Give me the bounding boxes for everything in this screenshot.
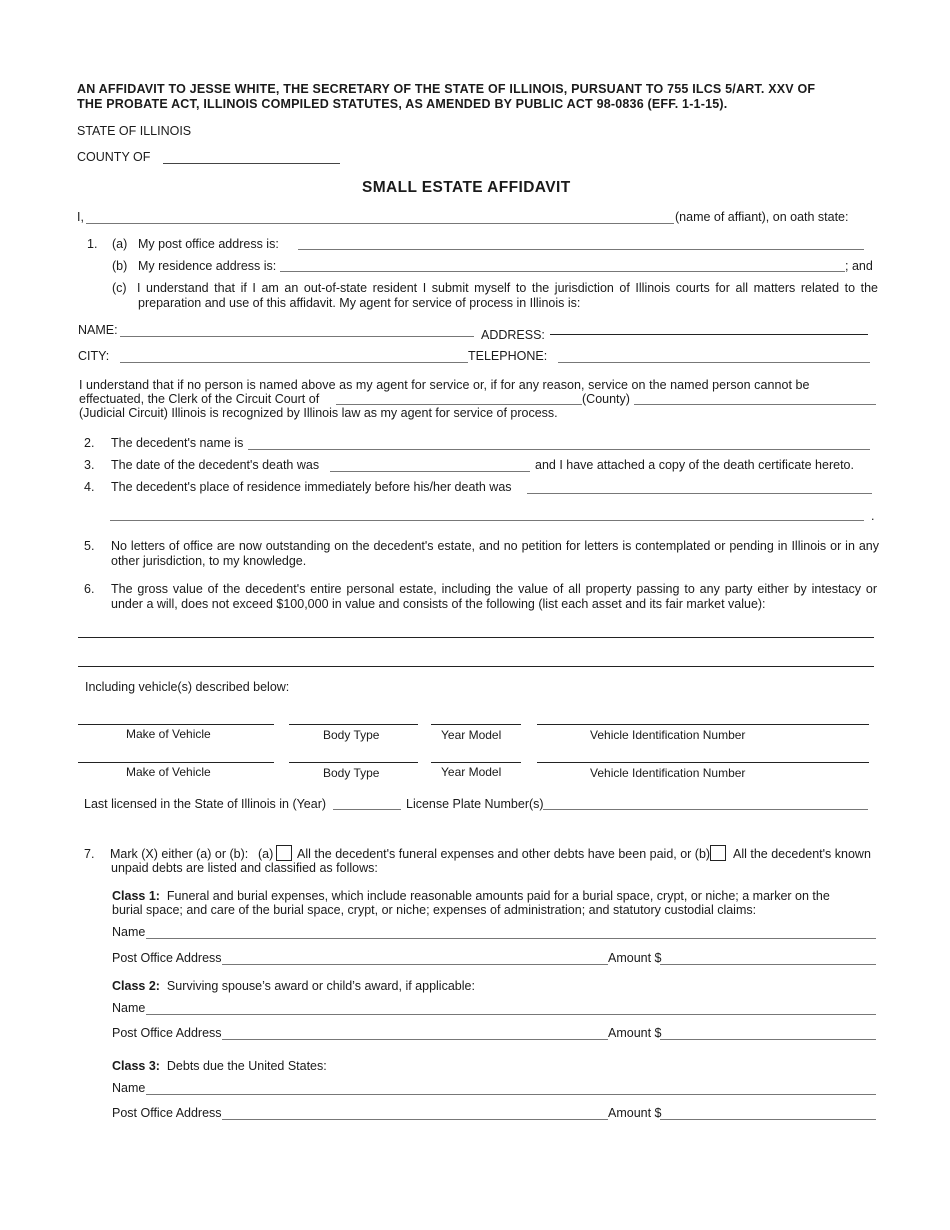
vehicle1-vin-caption: Vehicle Identification Number [590,728,746,742]
class2-name-label: Name [112,1001,146,1015]
residence-address-field[interactable] [280,271,845,272]
item2-number: 2. [84,436,95,450]
class1-text2: burial space; and care of the burial space, crypt, or niche; expenses of administration; and statutory custodial claims: [112,903,757,917]
vehicle1-make-field[interactable] [78,724,274,725]
class2-po-field[interactable] [222,1039,608,1040]
vehicle2-make-caption: Make of Vehicle [126,765,211,779]
vehicle1-body-field[interactable] [289,724,418,725]
vehicle1-vin-field[interactable] [537,724,869,725]
item7-a-text: All the decedent's funeral expenses and other debts have been paid, or (b) [297,847,711,861]
vehicle2-year-caption: Year Model [441,765,502,779]
item5-number: 5. [84,539,95,553]
vehicle2-vin-caption: Vehicle Identification Number [590,766,746,780]
vehicle2-body-field[interactable] [289,762,418,763]
post-office-address-field[interactable] [298,249,864,250]
item4-number: 4. [84,480,95,494]
vehicle2-body-caption: Body Type [323,766,380,780]
item1-number: 1. [87,237,98,251]
plate-label: License Plate Number(s) [406,797,544,811]
class2-label: Class 2: [112,979,160,993]
item1c-marker: (c) [112,281,127,295]
affiant-suffix: (name of affiant), on oath state: [675,210,849,224]
affiant-prefix: I, [77,210,84,224]
class1-po-field[interactable] [222,964,608,965]
agent-address-field[interactable] [550,334,868,335]
class2-line [112,979,475,994]
class1-line1 [112,889,830,904]
clerk-court-field[interactable] [336,404,582,405]
class1-label: Class 1: [112,889,160,903]
class1-name-field[interactable] [146,938,876,939]
vehicles-intro: Including vehicle(s) described below: [85,680,290,694]
residence-before-death-field-2[interactable] [110,520,864,521]
agent-name-field[interactable] [120,336,474,337]
agent-telephone-label: TELEPHONE: [468,349,548,363]
item4-end: . [871,509,875,523]
item7-mark-label: Mark (X) either (a) or (b): [110,847,249,861]
vehicle1-make-caption: Make of Vehicle [126,727,211,741]
county-field[interactable] [163,163,340,164]
class3-amount-label: Amount $ [608,1106,662,1120]
item1b-label: My residence address is: [138,259,277,273]
class2-text: Surviving spouse’s award or child’s award, if applicable: [166,979,475,993]
statute-header-line2: THE PROBATE ACT, ILLINOIS COMPILED STATUTES, AS AMENDED BY PUBLIC ACT 98-0836 (EFF. 1-1-15). [77,97,728,111]
vehicle2-year-field[interactable] [431,762,521,763]
agent-name-label: NAME: [78,323,118,337]
class3-label: Class 3: [112,1059,160,1073]
class3-name-field[interactable] [146,1094,876,1095]
vehicle1-body-caption: Body Type [323,728,380,742]
class3-text: Debts due the United States: [166,1059,327,1073]
item1b-marker: (b) [112,259,128,273]
vehicle2-vin-field[interactable] [537,762,869,763]
agent-city-field[interactable] [120,362,468,363]
item7-number: 7. [84,847,95,861]
item5-text: No letters of office are now outstanding on the decedent's estate, and no petition for letters is contemplated or pending in Illinois or in any other jurisdiction, to my knowledge. [111,539,879,568]
last-licensed-label: Last licensed in the State of Illinois in (Year) [84,797,327,811]
class3-po-field[interactable] [222,1119,608,1120]
item2-label: The decedent's name is [111,436,244,450]
agent-telephone-field[interactable] [558,362,870,363]
decedent-name-field[interactable] [248,449,870,450]
asset-line-1[interactable] [78,637,874,638]
affiant-name-field[interactable] [86,223,674,224]
last-licensed-year-field[interactable] [333,809,401,810]
class3-line [112,1059,327,1074]
item4-label: The decedent's place of residence immediately before his/her death was [111,480,512,494]
residence-before-death-field[interactable] [527,493,872,494]
statute-header-line1: AN AFFIDAVIT TO JESSE WHITE, THE SECRETARY OF THE STATE OF ILLINOIS, PURSUANT TO 755 ILCS 5/ART. XXV OF [77,82,816,96]
option-a-checkbox[interactable] [276,845,292,861]
class2-name-field[interactable] [146,1014,876,1015]
item3-number: 3. [84,458,95,472]
class3-amount-field[interactable] [660,1119,876,1120]
agent-address-label: ADDRESS: [481,328,545,342]
clerk-line3: (Judicial Circuit) Illinois is recognized by Illinois law as my agent for service of process. [79,406,558,420]
clerk-line1: I understand that if no person is named above as my agent for service or, if for any reason, service on the named person cannot be [79,378,810,392]
class1-amount-label: Amount $ [608,951,662,965]
item1a-marker: (a) [112,237,128,251]
clerk-county-label: (County) [582,392,630,406]
death-date-field[interactable] [330,471,530,472]
item1b-suffix: ; and [845,259,873,273]
class1-po-label: Post Office Address [112,951,222,965]
class1-amount-field[interactable] [660,964,876,965]
class2-amount-field[interactable] [660,1039,876,1040]
state-label: STATE OF ILLINOIS [77,124,192,138]
vehicle1-year-field[interactable] [431,724,521,725]
item3-label: The date of the decedent's death was [111,458,320,472]
county-label: COUNTY OF [77,150,151,164]
item6-number: 6. [84,582,95,596]
form-title: SMALL ESTATE AFFIDAVIT [362,179,571,196]
item3-suffix: and I have attached a copy of the death certificate hereto. [535,458,854,472]
item7-a-marker: (a) [258,847,274,861]
item1c-text: I understand that if I am an out-of-state resident I submit myself to the jurisdiction of Illinois courts for all matters related to the preparation and use of this affidavit. My agent for service of process in Illinois is: [137,281,878,310]
class2-po-label: Post Office Address [112,1026,222,1040]
item1a-label: My post office address is: [138,237,279,251]
vehicle1-year-caption: Year Model [441,728,502,742]
plate-number-field[interactable] [543,809,868,810]
agent-city-label: CITY: [78,349,110,363]
class3-po-label: Post Office Address [112,1106,222,1120]
class2-amount-label: Amount $ [608,1026,662,1040]
item7-continuation: unpaid debts are listed and classified as follows: [111,861,378,875]
asset-line-2[interactable] [78,666,874,667]
class1-name-label: Name [112,925,146,939]
class3-name-label: Name [112,1081,146,1095]
item6-text: The gross value of the decedent's entire personal estate, including the value of all property passing to any party either by intestacy or under a will, does not exceed $100,000 in value and consists of the following (list each asset and its fair market value): [111,582,877,611]
class1-text1: Funeral and burial expenses, which include reasonable amounts paid for a burial space, crypt, or niche; a marker on the [166,889,830,903]
judicial-circuit-field[interactable] [634,404,876,405]
option-b-checkbox[interactable] [710,845,726,861]
clerk-line2-prefix: effectuated, the Clerk of the Circuit Court of [79,392,320,406]
item7-b-text: All the decedent's known [733,847,871,861]
vehicle2-make-field[interactable] [78,762,274,763]
